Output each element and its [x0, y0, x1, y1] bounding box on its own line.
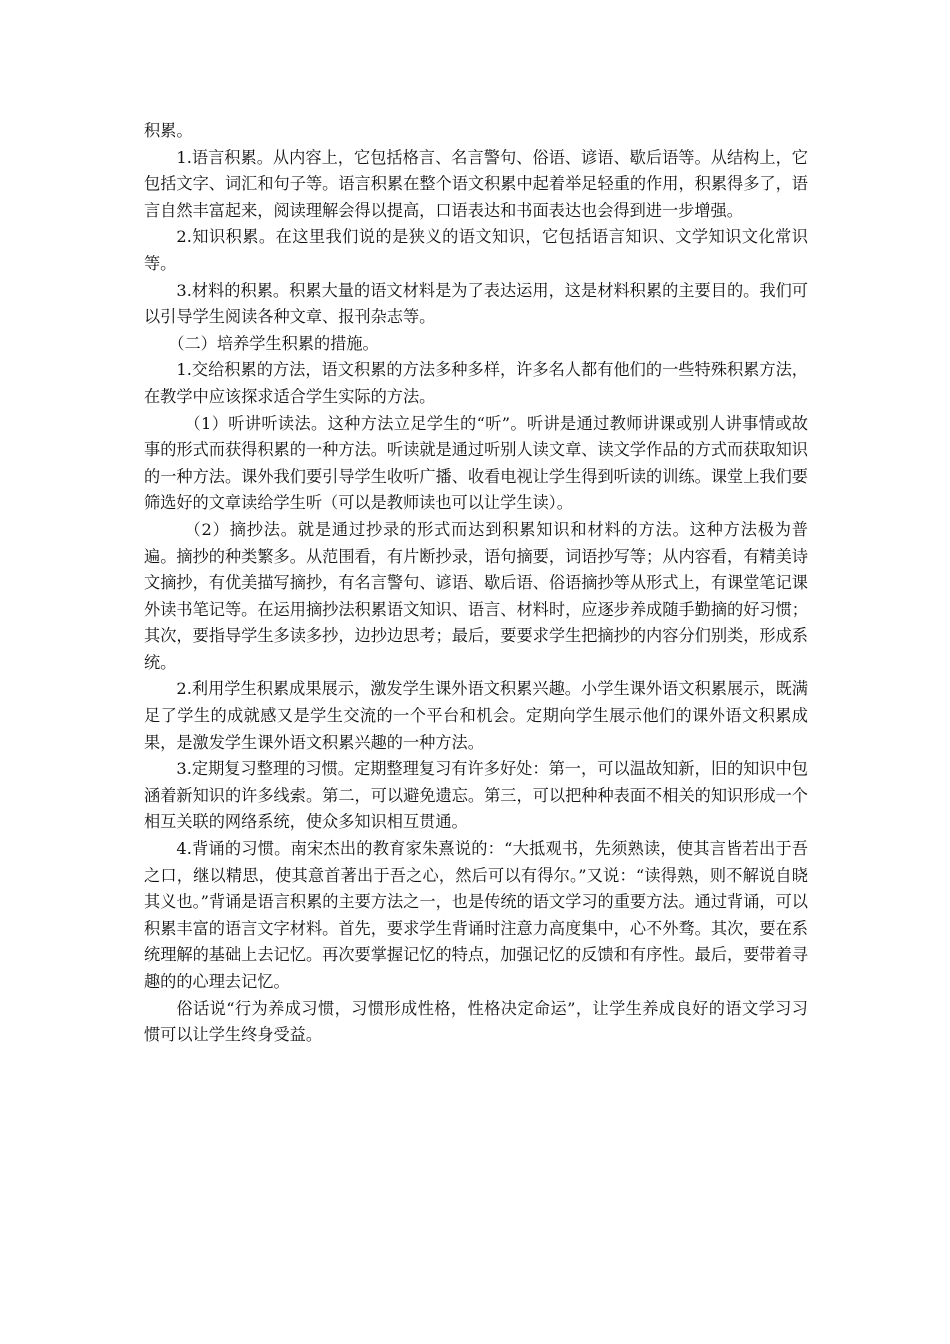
paragraph-conclusion: 俗话说“行为养成习惯，习惯形成性格，性格决定命运”，让学生养成良好的语文学习习惯可以让学生终身受益。 — [144, 998, 808, 1045]
paragraph-listening-method: （1）听讲听读法。这种方法立足学生的“听”。听讲是通过教师讲课或别人讲事情或故事的形式而获得积累的一种方法。听读就是通过听别人读文章、读文学作品的方式而获取知识的一种方法。课外我们要引导学生收听广播、收看电视让学生得到听读的训练。课堂上我们要筛选好的文章读给学生听（可以是教师读也可以让学生读）。 — [144, 413, 808, 513]
paragraph-excerpt-method: （2）摘抄法。就是通过抄录的形式而达到积累知识和材料的方法。这种方法极为普遍。摘抄的种类繁多。从范围看，有片断抄录，语句摘要，词语抄写等；从内容看，有精美诗文摘抄，有优美描写摘抄，有名言警句、谚语、歇后语、俗语摘抄等从形式上，有课堂笔记课外读书笔记等。在运用摘抄法积累语文知识、语言、材料时，应逐步养成随手勤摘的好习惯；其次，要指导学生多读多抄，边抄边思考；最后，要要求学生把摘抄的内容分们别类，形成系统。 — [144, 519, 808, 672]
paragraph-language-accumulation: 1.语言积累。从内容上，它包括格言、名言警句、俗语、谚语、歇后语等。从结构上，它包括文字、词汇和句子等。语言积累在整个语文积累中起着举足轻重的作用，积累得多了，语言自然丰富起来，阅读理解会得以提高，口语表达和书面表达也会得到进一步增强。 — [144, 147, 808, 220]
paragraph-knowledge-accumulation: 2.知识积累。在这里我们说的是狭义的语文知识，它包括语言知识、文学知识文化常识等。 — [144, 227, 808, 273]
paragraph-continuation: 积累。 — [144, 121, 193, 140]
paragraph-showcase: 2.利用学生积累成果展示，激发学生课外语文积累兴趣。小学生课外语文积累展示，既满足了学生的成就感又是学生交流的一个平台和机会。定期向学生展示他们的课外语文积累成果，是激发学生课外语文积累兴趣的一种方法。 — [144, 679, 808, 752]
paragraph-recitation-habit: 4.背诵的习惯。南宋杰出的教育家朱熹说的：“大抵观书，先须熟读，使其言皆若出于吾之口，继以精思，使其意首著出于吾之心，然后可以有得尔。”又说：“读得熟，则不解说自晓其义也。”背诵是语言积累的主要方法之一，也是传统的语文学习的重要方法。通过背诵，可以积累丰富的语言文字材料。首先，要求学生背诵时注意力高度集中，心不外骛。其次，要在系统理解的基础上去记忆。再次要掌握记忆的特点，加强记忆的反馈和有序性。最后，要带着寻趣的的心理去记忆。 — [144, 839, 808, 991]
document-page — [144, 118, 808, 1049]
paragraph-review-habit: 3.定期复习整理的习惯。定期整理复习有许多好处：第一，可以温故知新，旧的知识中包涵着新知识的许多线索。第二，可以避免遗忘。第三，可以把种种表面不相关的知识形成一个相互关联的网络系统，使众多知识相互贯通。 — [144, 759, 808, 832]
paragraph-method: 1.交给积累的方法，语文积累的方法多种多样，许多名人都有他们的一些特殊积累方法，在教学中应该探求适合学生实际的方法。 — [144, 360, 808, 406]
section-heading-measures: （二）培养学生积累的措施。 — [168, 333, 379, 353]
paragraph-material-accumulation: 3.材料的积累。积累大量的语文材料是为了表达运用，这是材料积累的主要目的。我们可以引导学生阅读各种文章、报刊杂志等。 — [144, 280, 808, 327]
